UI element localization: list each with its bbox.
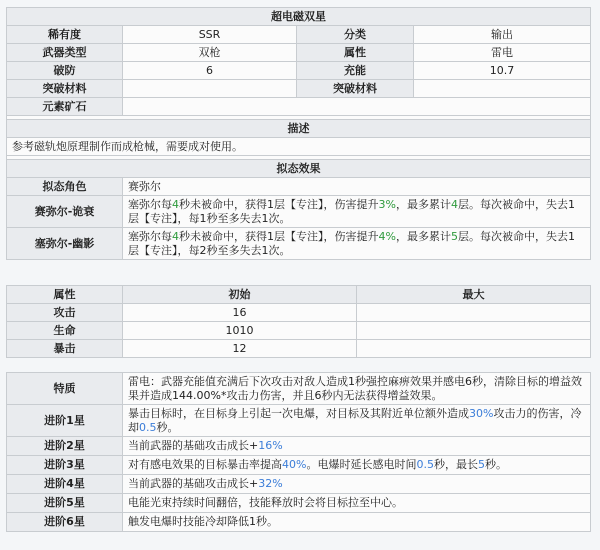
weapon-type-value: 双枪 bbox=[123, 44, 297, 62]
star-1-label: 进阶1星 bbox=[7, 405, 123, 437]
sim-character-value: 赛弥尔 bbox=[123, 178, 591, 196]
break-material-value-1 bbox=[123, 80, 297, 98]
star-6-text: 触发电爆时技能冷却降低1秒。 bbox=[123, 513, 591, 532]
pierce-label: 破防 bbox=[7, 62, 123, 80]
stat-name: 生命 bbox=[7, 322, 123, 340]
attribute-value: 雷电 bbox=[414, 44, 591, 62]
stat-initial: 1010 bbox=[123, 322, 357, 340]
traits-table bbox=[6, 372, 591, 532]
star-5-label: 进阶5星 bbox=[7, 494, 123, 513]
star-2-label: 进阶2星 bbox=[7, 437, 123, 456]
stat-initial: 16 bbox=[123, 304, 357, 322]
trait-text: 雷电：武器充能值充满后下次攻击对敌人造成1秒强控麻痹效果并感电6秒，清除目标的增益效果并造成144.00%*攻击力伤害，并且6秒内无法获得增益效果。 bbox=[123, 373, 591, 405]
charge-value: 10.7 bbox=[414, 62, 591, 80]
sim-effect-2-text: 塞弥尔每4秒未被命中，获得1层【专注】，伤害提升4%，最多累计5层。每次被命中，失去1层【专注】，每2秒至多失去1次。 bbox=[123, 228, 591, 260]
break-material-label-2: 突破材料 bbox=[297, 80, 414, 98]
simulacra-title: 拟态效果 bbox=[7, 160, 591, 178]
category-value: 输出 bbox=[414, 26, 591, 44]
element-ore-label: 元素矿石 bbox=[7, 98, 123, 116]
stats-col-attribute: 属性 bbox=[7, 286, 123, 304]
table-row bbox=[7, 322, 591, 340]
star-3-label: 进阶3星 bbox=[7, 456, 123, 475]
star-3-text: 对有感电效果的目标暴击率提高40%。电爆时延长感电时间0.5秒，最长5秒。 bbox=[123, 456, 591, 475]
weapon-info-table bbox=[6, 7, 591, 260]
trait-label: 特质 bbox=[7, 373, 123, 405]
weapon-title: 超电磁双星 bbox=[7, 8, 591, 26]
stat-initial: 12 bbox=[123, 340, 357, 358]
star-5-text: 电能光束持续时间翻倍，技能释放时会将目标拉至中心。 bbox=[123, 494, 591, 513]
weapon-type-label: 武器类型 bbox=[7, 44, 123, 62]
stat-name: 暴击 bbox=[7, 340, 123, 358]
sim-effect-1-text: 塞弥尔每4秒未被命中，获得1层【专注】，伤害提升3%，最多累计4层。每次被命中，失去1层【专注】，每1秒至多失去1次。 bbox=[123, 196, 591, 228]
stats-table bbox=[6, 285, 591, 358]
category-label: 分类 bbox=[297, 26, 414, 44]
star-1-text: 暴击目标时，在目标身上引起一次电爆，对目标及其附近单位额外造成30%攻击力的伤害，冷却0.5秒。 bbox=[123, 405, 591, 437]
sim-effect-1-name: 赛弥尔-诡衰 bbox=[7, 196, 123, 228]
stat-name: 攻击 bbox=[7, 304, 123, 322]
table-row bbox=[7, 304, 591, 322]
stats-col-max: 最大 bbox=[357, 286, 591, 304]
stats-col-initial: 初始 bbox=[123, 286, 357, 304]
break-material-value-2 bbox=[414, 80, 591, 98]
sim-character-label: 拟态角色 bbox=[7, 178, 123, 196]
description-title: 描述 bbox=[7, 120, 591, 138]
star-2-text: 当前武器的基础攻击成长+16% bbox=[123, 437, 591, 456]
stat-max bbox=[357, 304, 591, 322]
stat-max bbox=[357, 322, 591, 340]
charge-label: 充能 bbox=[297, 62, 414, 80]
pierce-value: 6 bbox=[123, 62, 297, 80]
element-ore-value bbox=[123, 98, 591, 116]
star-4-text: 当前武器的基础攻击成长+32% bbox=[123, 475, 591, 494]
stat-max bbox=[357, 340, 591, 358]
star-6-label: 进阶6星 bbox=[7, 513, 123, 532]
star-4-label: 进阶4星 bbox=[7, 475, 123, 494]
rarity-value: SSR bbox=[123, 26, 297, 44]
break-material-label-1: 突破材料 bbox=[7, 80, 123, 98]
rarity-label: 稀有度 bbox=[7, 26, 123, 44]
description-text: 参考磁轨炮原理制作而成枪械，需要成对使用。 bbox=[7, 138, 591, 156]
sim-effect-2-name: 塞弥尔-幽影 bbox=[7, 228, 123, 260]
attribute-label: 属性 bbox=[297, 44, 414, 62]
table-row bbox=[7, 340, 591, 358]
